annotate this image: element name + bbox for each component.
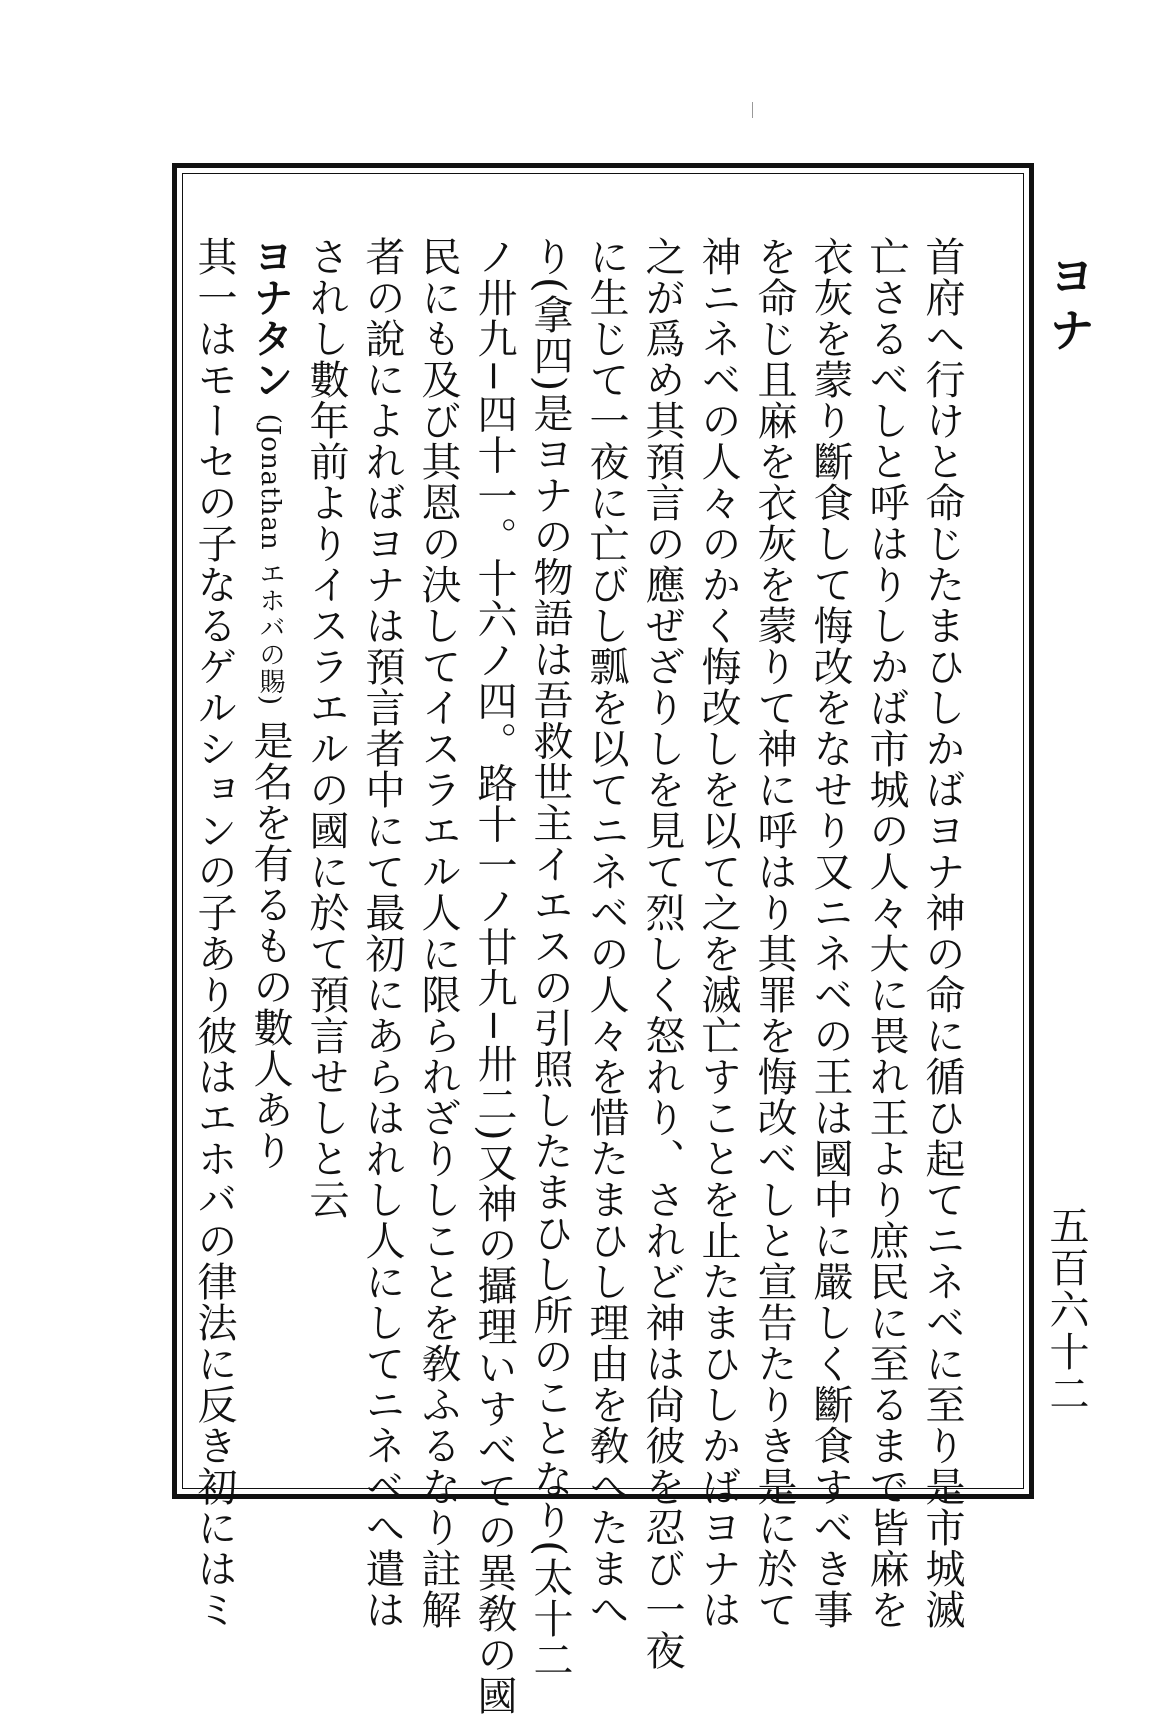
main-text: [191, 236, 970, 1716]
top-mark: [752, 102, 753, 118]
text-line: に生じて一夜に亡びし瓢を以てニネベの人々を惜たまひし理由を敎へたまへ: [583, 236, 629, 1630]
page-number: 五百六十二: [1043, 1205, 1089, 1415]
text-line: 民にも及び其恩の決してイスラエル人に限られざりしことを敎ふるなり註解: [415, 236, 461, 1630]
running-head: ヨナ: [1042, 252, 1096, 360]
entry-gloss: (Jonathan エホバの賜): [255, 413, 285, 707]
text-line: されし數年前よりイスラエルの國に於て預言せしと云: [303, 236, 349, 1220]
text-line: 其一はモーセの子なるゲルションの子あり彼はエホバの律法に反き初にはミ: [191, 236, 237, 1630]
entry-line: [242, 236, 298, 1472]
text-line: 者の說によればヨナは預言者中にて最初にあらはれし人にしてニネベへ遣は: [359, 236, 405, 1630]
text-line: 亡さるべしと呼はりしかば市城の人々大に畏れ王より庶民に至るまで皆麻を: [863, 236, 909, 1630]
entry-text: 是名を有るもの數人あり: [247, 719, 293, 1171]
text-line: 神ニネベの人々のかく悔改しを以て之を滅亡すことを止たまひしかばヨナは: [695, 236, 741, 1630]
text-line: ノ卅九−四十一。十六ノ四。路十一ノ廿九−卅二)又神の攝理いすべての異敎の國: [471, 236, 517, 1716]
text-line: 之が爲め其預言の應ぜざりしを見て烈しく怒れり、されど神は尙彼を忍び一夜: [639, 236, 685, 1671]
text-line: 衣灰を蒙り斷食して悔改をなせり又ニネベの王は國中に嚴しく斷食すべき事: [807, 236, 853, 1630]
text-line: を命じ且麻を衣灰を蒙りて神に呼はり其罪を悔改べしと宣告たりき是に於て: [751, 236, 797, 1630]
text-line: り(拿四)是ヨナの物語は吾救世主イエスの引照したまひし所のことなり(太十二: [527, 236, 573, 1680]
entry-headword: ヨナタン: [247, 236, 293, 400]
text-line: 首府へ行けと命じたまひしかばヨナ神の命に循ひ起てニネベに至り是市城滅: [919, 236, 965, 1630]
